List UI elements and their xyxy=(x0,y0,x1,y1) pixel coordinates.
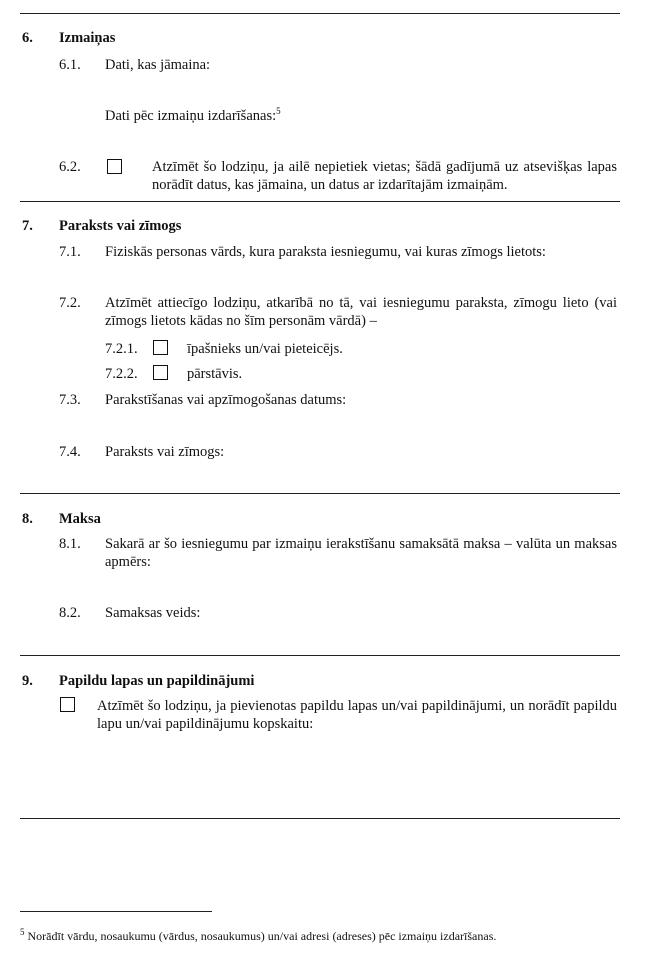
item-6-2-label: Atzīmēt šo lodziņu, ja ailē nepietiek vietas; šādā gadījumā uz atsevišķas lapas norādīt datus, kas jāmaina, un datus ar izdarītajām izmaiņām. xyxy=(152,159,617,194)
item-6-2-number: 6.2. xyxy=(59,159,81,175)
item-6-after-changes-label xyxy=(105,107,281,125)
after-changes-text: Dati pēc izmaiņu izdarīšanas: xyxy=(105,108,277,124)
footnote-mark: 5 xyxy=(20,927,25,937)
footnote xyxy=(20,929,496,944)
option-7-2-2-checkbox[interactable] xyxy=(153,365,168,380)
item-7-2-number: 7.2. xyxy=(59,295,81,311)
section-9-label: Atzīmēt šo lodziņu, ja pievienotas papildu lapas un/vai papildinājumi, un norādīt papildu lapu un/vai papildinājumu kopskaitu: xyxy=(97,698,617,733)
section-8-number: 8. xyxy=(22,511,33,527)
option-7-2-2-label: pārstāvis. xyxy=(187,366,243,382)
item-7-1-number: 7.1. xyxy=(59,244,81,260)
item-7-2-label: Atzīmēt attiecīgo lodziņu, atkarībā no tā, vai iesniegumu paraksta, zīmogu lieto (vai zīmogs lietots kādas no šīm personām vārdā) – xyxy=(105,295,617,330)
item-6-1-label: Dati, kas jāmaina: xyxy=(105,57,211,73)
section-divider xyxy=(20,13,620,14)
section-7-title: Paraksts vai zīmogs xyxy=(59,218,182,234)
section-6-title: Izmaiņas xyxy=(59,30,116,46)
footnote-separator xyxy=(20,911,212,912)
section-9-checkbox[interactable] xyxy=(60,697,75,712)
section-divider xyxy=(20,201,620,202)
item-8-1-label: Sakarā ar šo iesniegumu par izmaiņu ierakstīšanu samaksātā maksa – valūta un maksas apmērs: xyxy=(105,536,617,571)
item-6-2-checkbox[interactable] xyxy=(107,159,122,174)
item-7-1-label: Fiziskās personas vārds, kura paraksta iesniegumu, vai kuras zīmogs lietots: xyxy=(105,244,546,260)
section-7-number: 7. xyxy=(22,218,33,234)
section-9-number: 9. xyxy=(22,673,33,689)
item-7-4-label: Paraksts vai zīmogs: xyxy=(105,444,225,460)
option-7-2-1-label: īpašnieks un/vai pieteicējs. xyxy=(187,341,343,357)
option-7-2-1-number: 7.2.1. xyxy=(105,341,138,357)
section-9-title: Papildu lapas un papildinājumi xyxy=(59,673,255,689)
option-7-2-2-number: 7.2.2. xyxy=(105,366,138,382)
section-divider xyxy=(20,655,620,656)
section-8-title: Maksa xyxy=(59,511,101,527)
item-6-1-number: 6.1. xyxy=(59,57,81,73)
option-7-2-1-checkbox[interactable] xyxy=(153,340,168,355)
section-divider xyxy=(20,818,620,819)
footnote-text: Norādīt vārdu, nosaukumu (vārdus, nosaukumus) un/vai adresi (adreses) pēc izmaiņu izdarīšanas. xyxy=(24,929,497,943)
item-7-4-number: 7.4. xyxy=(59,444,81,460)
item-7-3-label: Parakstīšanas vai apzīmogošanas datums: xyxy=(105,392,347,408)
item-7-3-number: 7.3. xyxy=(59,392,81,408)
footnote-ref: 5 xyxy=(276,106,281,117)
item-8-2-number: 8.2. xyxy=(59,605,81,621)
section-divider xyxy=(20,493,620,494)
item-8-2-label: Samaksas veids: xyxy=(105,605,201,621)
section-6-number: 6. xyxy=(22,30,33,46)
item-8-1-number: 8.1. xyxy=(59,536,81,552)
